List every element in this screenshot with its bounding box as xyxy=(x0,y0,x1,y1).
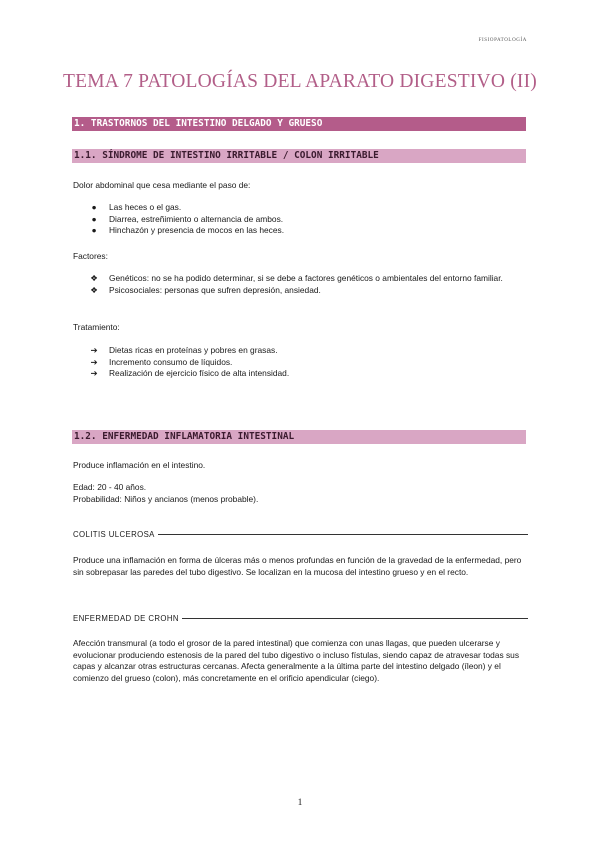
subsection-heading-1-1: 1.1. SÍNDROME DE INTESTINO IRRITABLE / COLON IRRITABLE xyxy=(72,149,526,163)
list-item: ➔ Incremento consumo de líquidos. xyxy=(73,357,528,369)
four-diamond-bullet-icon: ❖ xyxy=(90,284,98,295)
list-item: ➔ Dietas ricas en proteínas y pobres en grasas. xyxy=(73,345,528,357)
list-item: ❖ Genéticos: no se ha podido determinar, si se debe a factores genéticos o ambientales del entorno familiar. xyxy=(73,273,528,285)
black-circle-bullet-icon: ● xyxy=(91,202,97,212)
running-header: FISIOPATOLOGÍA xyxy=(478,38,527,43)
right-arrow-bullet-icon: ➔ xyxy=(90,368,98,379)
crohn-heading: ENFERMEDAD DE CROHN xyxy=(73,614,528,623)
factors-list xyxy=(73,273,528,296)
list-item: ● Hinchazón y presencia de mocos en las heces. xyxy=(73,225,528,237)
colitis-text: Produce una inflamación en forma de úlceras más o menos profundas en función de la gravedad de la enfermedad, pero sin sobrepasar las paredes del tubo digestivo. Se localizan en la mucosa del intestino grueso y en el recto. xyxy=(73,555,522,577)
right-arrow-bullet-icon: ➔ xyxy=(90,345,98,355)
age-text: Edad: 20 - 40 años. xyxy=(73,482,147,492)
ibd-intro-text: Produce inflamación en el intestino. xyxy=(73,460,206,470)
document-title: TEMA 7 PATOLOGÍAS DEL APARATO DIGESTIVO (II) xyxy=(63,71,537,92)
list-item: ● Las heces o el gas. xyxy=(73,202,528,214)
list-item: ➔ Realización de ejercicio físico de alta intensidad. xyxy=(73,368,528,380)
ibs-intro-text: Dolor abdominal que cesa mediante el paso de: xyxy=(73,180,251,190)
probability-text: Probabilidad: Niños y ancianos (menos probable). xyxy=(73,494,259,504)
heading-rule xyxy=(158,534,528,535)
right-arrow-bullet-icon: ➔ xyxy=(90,356,98,367)
subsection-heading-1-2: 1.2. ENFERMEDAD INFLAMATORIA INTESTINAL xyxy=(72,430,526,444)
page-number: 1 xyxy=(297,798,303,808)
list-item: ❖ Psicosociales: personas que sufren depresión, ansiedad. xyxy=(73,285,528,297)
section-heading-1: 1. TRASTORNOS DEL INTESTINO DELGADO Y GRUESO xyxy=(72,117,526,131)
list-item: ● Diarrea, estreñimiento o alternancia de ambos. xyxy=(73,214,528,226)
heading-rule xyxy=(182,618,528,619)
black-circle-bullet-icon: ● xyxy=(91,225,97,236)
black-circle-bullet-icon: ● xyxy=(91,213,97,224)
symptom-list xyxy=(73,202,528,237)
treatment-list xyxy=(73,345,528,380)
four-diamond-bullet-icon: ❖ xyxy=(90,273,98,283)
treatment-label: Tratamiento: xyxy=(73,322,120,332)
factors-label: Factores: xyxy=(73,251,108,261)
crohn-text: Afección transmural (a todo el grosor de la pared intestinal) que comienza con unas llagas, que pueden ulcerarse y evolucionar produciendo estenosis de la pared del tubo digestivo o incluso fístulas, siendo capaz de atravesar todas sus capas y alcanzar otras estructuras cercanas. Afecta generalmente a la última parte del intestino delgado (íleon) y el comienzo del grueso (colon), más concretamente en el orificio apendicular (ciego). xyxy=(73,638,520,683)
colitis-heading: COLITIS ULCEROSA xyxy=(73,530,528,539)
